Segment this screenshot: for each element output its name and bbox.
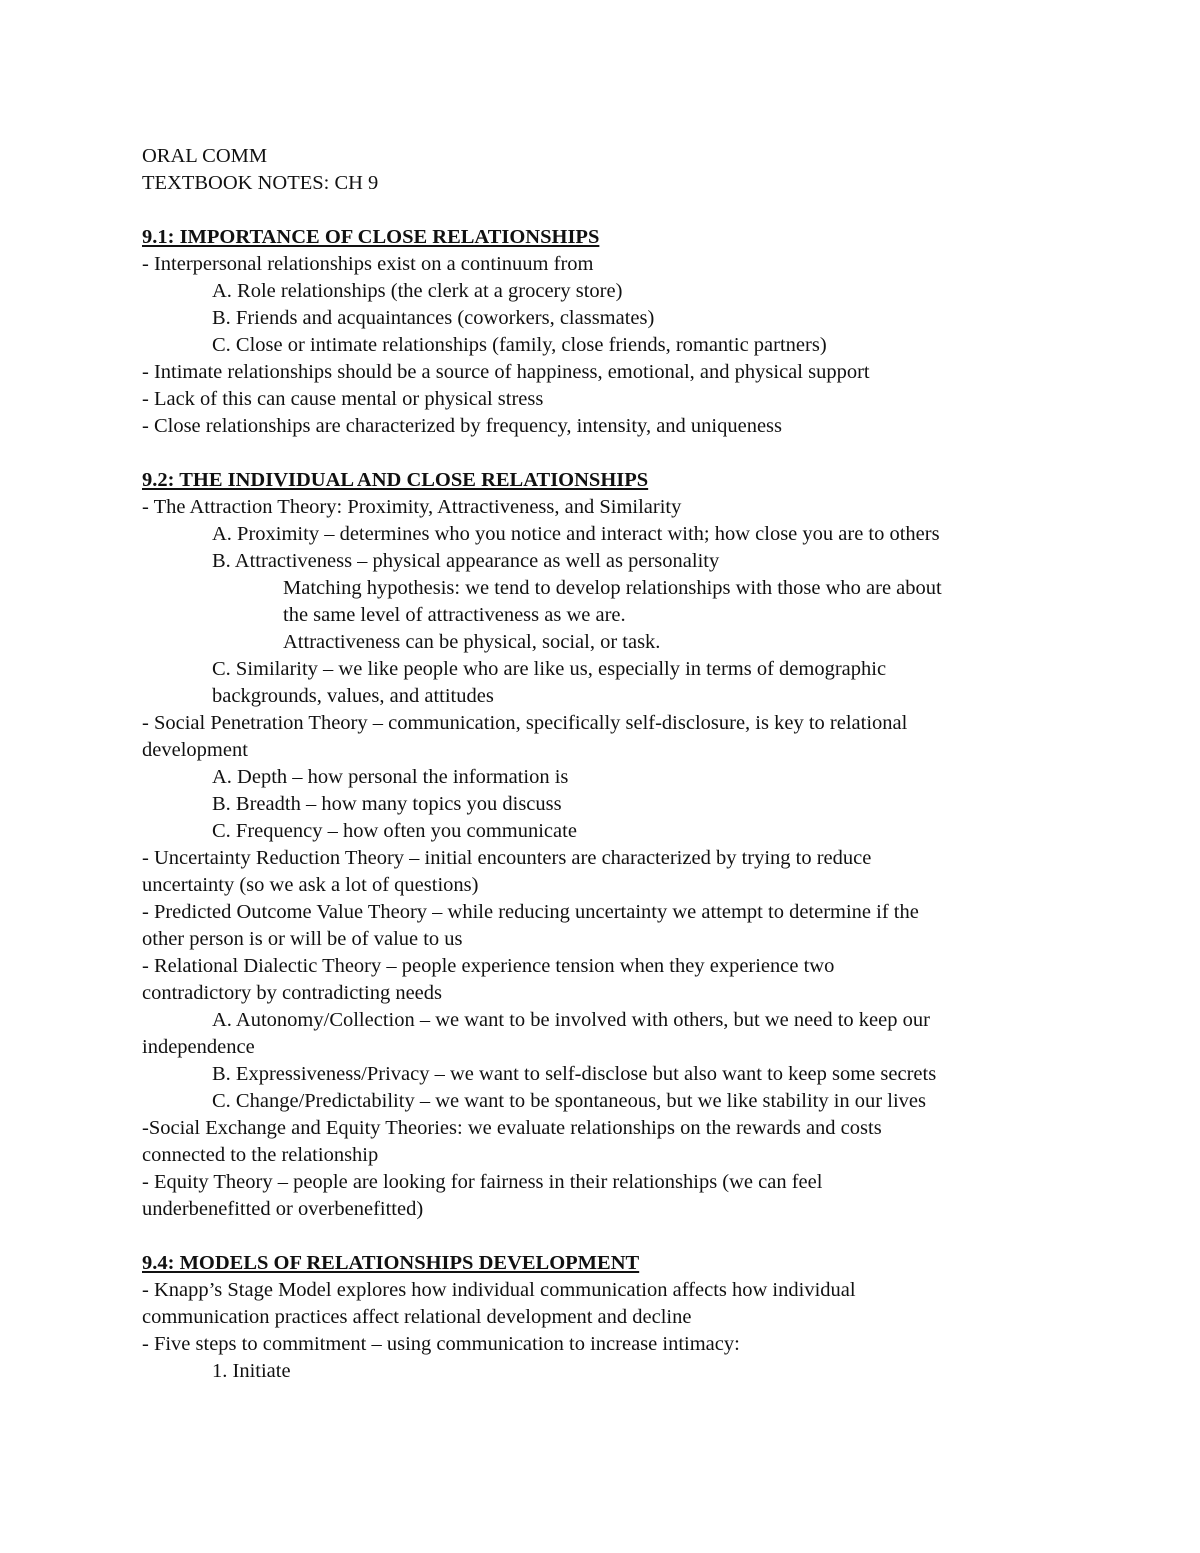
note-line: - Predicted Outcome Value Theory – while reducing uncertainty we attempt to determine if the bbox=[142, 901, 919, 923]
note-line: development bbox=[142, 739, 248, 761]
note-line: independence bbox=[142, 1036, 255, 1058]
note-line: uncertainty (so we ask a lot of questions) bbox=[142, 874, 479, 896]
note-line: underbenefitted or overbenefitted) bbox=[142, 1198, 424, 1220]
note-line: - Five steps to commitment – using communication to increase intimacy: bbox=[142, 1333, 740, 1355]
note-line: A. Proximity – determines who you notice and interact with; how close you are to others bbox=[212, 523, 940, 545]
note-line: B. Breadth – how many topics you discuss bbox=[212, 793, 562, 815]
note-line: - Relational Dialectic Theory – people experience tension when they experience two bbox=[142, 955, 835, 977]
note-line: other person is or will be of value to us bbox=[142, 928, 463, 950]
section-spacer bbox=[142, 1223, 1142, 1250]
note-line: - The Attraction Theory: Proximity, Attractiveness, and Similarity bbox=[142, 496, 682, 518]
note-line: - Knapp’s Stage Model explores how individual communication affects how individual bbox=[142, 1279, 856, 1301]
note-line: contradictory by contradicting needs bbox=[142, 982, 442, 1004]
note-line: connected to the relationship bbox=[142, 1144, 379, 1166]
note-line: - Interpersonal relationships exist on a continuum from bbox=[142, 253, 594, 275]
section-heading: 9.4: MODELS OF RELATIONSHIPS DEVELOPMENT bbox=[142, 1252, 640, 1274]
document-body bbox=[142, 143, 1142, 1385]
note-line: - Lack of this can cause mental or physical stress bbox=[142, 388, 544, 410]
note-line: Attractiveness can be physical, social, or task. bbox=[283, 631, 661, 653]
note-line: - Uncertainty Reduction Theory – initial encounters are characterized by trying to reduce bbox=[142, 847, 872, 869]
section-spacer bbox=[142, 197, 1142, 224]
note-line: the same level of attractiveness as we are. bbox=[283, 604, 626, 626]
section-spacer bbox=[142, 440, 1142, 467]
note-line: C. Frequency – how often you communicate bbox=[212, 820, 577, 842]
note-line: B. Attractiveness – physical appearance as well as personality bbox=[212, 550, 720, 572]
section-heading: 9.1: IMPORTANCE OF CLOSE RELATIONSHIPS bbox=[142, 226, 600, 248]
note-line: - Close relationships are characterized by frequency, intensity, and uniqueness bbox=[142, 415, 783, 437]
note-line: B. Expressiveness/Privacy – we want to self-disclose but also want to keep some secrets bbox=[212, 1063, 937, 1085]
section-heading: 9.2: THE INDIVIDUAL AND CLOSE RELATIONSHIPS bbox=[142, 469, 649, 491]
note-line: -Social Exchange and Equity Theories: we evaluate relationships on the rewards and costs bbox=[142, 1117, 882, 1139]
note-line: B. Friends and acquaintances (coworkers, classmates) bbox=[212, 307, 655, 329]
note-line: communication practices affect relational development and decline bbox=[142, 1306, 692, 1328]
note-line: C. Similarity – we like people who are like us, especially in terms of demographic bbox=[212, 658, 887, 680]
note-line: - Social Penetration Theory – communication, specifically self-disclosure, is key to relational bbox=[142, 712, 908, 734]
note-line: backgrounds, values, and attitudes bbox=[212, 685, 494, 707]
note-line: C. Close or intimate relationships (family, close friends, romantic partners) bbox=[212, 334, 827, 356]
note-line: A. Depth – how personal the information is bbox=[212, 766, 569, 788]
note-line: - Intimate relationships should be a source of happiness, emotional, and physical support bbox=[142, 361, 870, 383]
note-line: C. Change/Predictability – we want to be spontaneous, but we like stability in our lives bbox=[212, 1090, 926, 1112]
note-line: A. Role relationships (the clerk at a grocery store) bbox=[212, 280, 623, 302]
note-line: - Equity Theory – people are looking for fairness in their relationships (we can feel bbox=[142, 1171, 823, 1193]
note-line: A. Autonomy/Collection – we want to be involved with others, but we need to keep our bbox=[212, 1009, 930, 1031]
note-line: 1. Initiate bbox=[212, 1360, 291, 1382]
document-subtitle: TEXTBOOK NOTES: CH 9 bbox=[142, 172, 379, 194]
note-line: Matching hypothesis: we tend to develop relationships with those who are about bbox=[283, 577, 942, 599]
document-title: ORAL COMM bbox=[142, 145, 268, 167]
